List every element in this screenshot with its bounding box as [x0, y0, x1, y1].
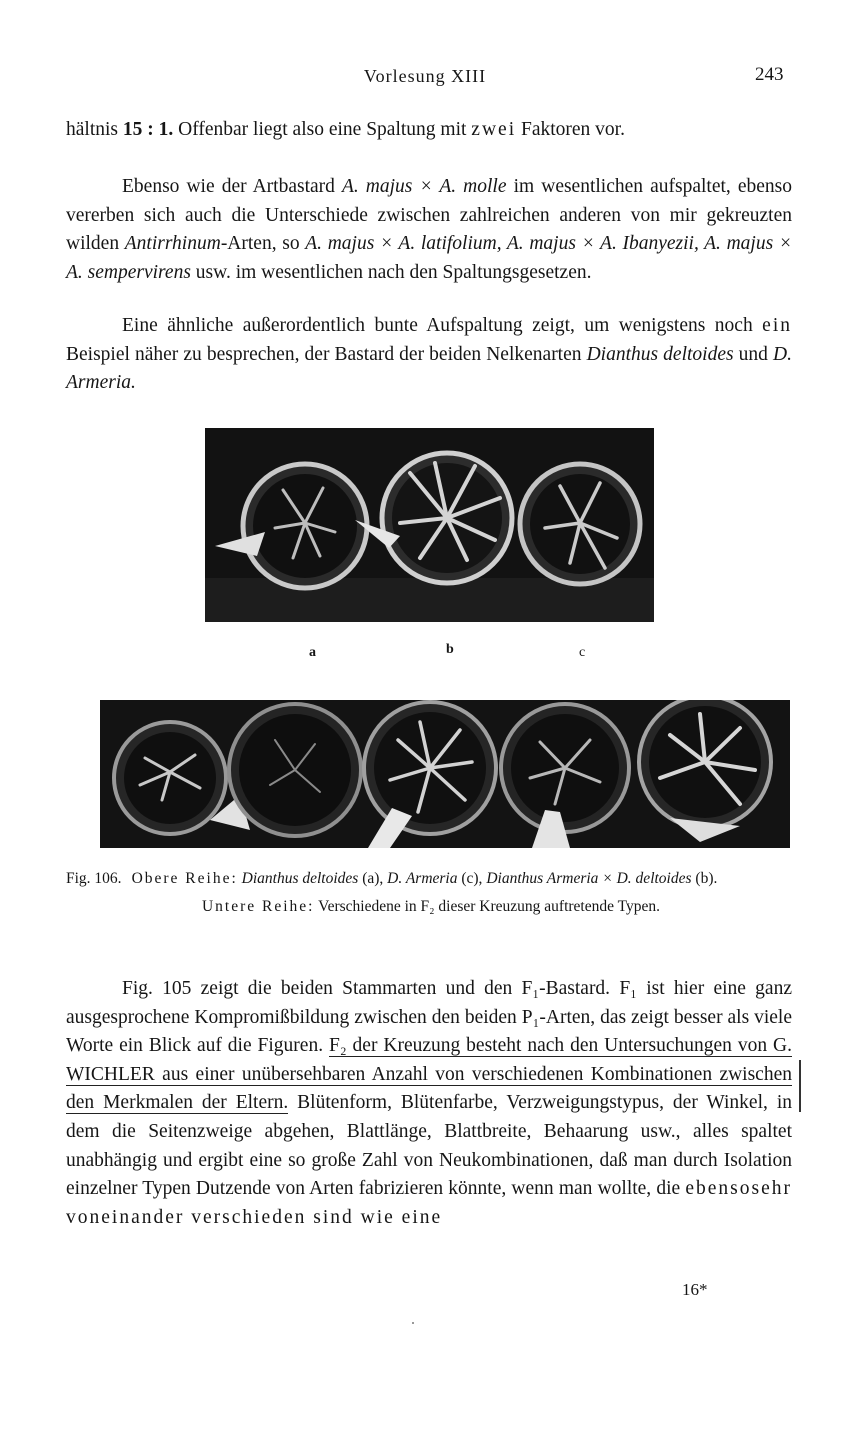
p3-text-a: Eine ähnliche außerordentlich bunte Aufspaltung zeigt, um wenigstens noch: [122, 315, 763, 336]
p2-text-d: usw. im wesentlichen nach den Spaltungsgesetzen.: [190, 261, 592, 283]
running-header: Vorlesung XIII: [363, 66, 487, 86]
stray-speck: [412, 1322, 414, 1324]
p2-text-a: Ebenso wie der Artbastard: [122, 176, 342, 197]
p4-underlined-passage: F₂ der Kreuzung besteht nach den Untersuchungen von G. WICHLER aus einer unübersehbaren Anzahl von verschiedenen Kombinationen zwischen den Merkmalen der Eltern.: [66, 1035, 792, 1114]
caption-top-label: Obere Reihe:: [131, 870, 238, 887]
figure-photo-top: [205, 428, 654, 622]
pot-c-image: [520, 464, 640, 584]
p2-text-c: -Arten, so: [220, 233, 306, 255]
p1-text-c: Faktoren vor.: [516, 119, 625, 140]
figure-caption: [66, 868, 796, 918]
p1-text-a: hältnis: [66, 119, 123, 140]
figure-label-a: a: [309, 645, 316, 660]
figure-label-c: c: [579, 645, 586, 660]
caption-species-1: Dianthus deltoides: [241, 870, 359, 887]
p2-cross-1: A. majus × A. molle: [341, 176, 507, 197]
pot-f2-2-image: [229, 704, 361, 836]
p3-species-2: D. Armeria.: [66, 343, 792, 394]
paragraph-3: [66, 312, 792, 398]
caption-species-2: D. Armeria: [387, 870, 458, 887]
p3-ein: ein: [762, 315, 792, 336]
paragraph-2: [66, 173, 792, 287]
caption-bottom-text: Verschiedene in F₂ dieser Kreuzung auftretende Typen.: [314, 898, 660, 915]
paragraph-1: [66, 116, 792, 145]
caption-figure-number: Fig. 106.: [66, 870, 122, 887]
figure-label-b: b: [446, 642, 454, 657]
caption-c: (c),: [457, 870, 487, 887]
p4-spaced-text: ebensosehr voneinander verschieden sind wie eine: [66, 1178, 792, 1228]
p1-zwei: zwei: [471, 119, 517, 140]
caption-line-2: [66, 896, 796, 918]
paragraph-4: [66, 975, 792, 1232]
p1-text-b: Offenbar liegt also eine Spaltung mit: [173, 119, 472, 140]
p1-ratio: 15 : 1.: [122, 119, 174, 140]
p4-text-b: Blütenform, Blütenfarbe, Verzweigungstypus, der Winkel, in dem die Seitenzweige abgehen, Blattlänge, Blattbreite, Behaarung usw., alles spaltet unabhängig und ergibt eine so große Zahl von Neukombinationen, daß man durch Isolation einzelner Typen Dutzende von Arten fabrizieren könnte, wenn man wollte, die: [66, 1092, 792, 1200]
figure-photo-bottom: [100, 700, 790, 848]
signature-mark: 16*: [682, 1280, 708, 1299]
caption-bottom-label: Untere Reihe:: [201, 898, 315, 915]
caption-a: (a),: [358, 870, 388, 887]
caption-species-3: Dianthus Armeria × D. deltoides: [486, 870, 692, 887]
page-number: 243: [755, 64, 784, 85]
p2-genus: Antirrhinum: [124, 233, 221, 255]
p4-text-a: Fig. 105 zeigt die beiden Stammarten und den F₁-Bastard. F₁ ist hier eine ganz ausgesprochene Kompromißbildung zwischen den beiden P₁-Arten, das zeigt besser als viele Worte ein Blick auf die Figuren.: [66, 978, 792, 1057]
p2-cross-2: A. majus × A. latifolium, A. majus × A. Ibanyezii, A. majus × A. sempervirens: [66, 233, 792, 283]
p3-species-1: Dianthus deltoides: [586, 343, 734, 365]
margin-pencil-mark: [799, 1060, 801, 1112]
p3-text-b: Beispiel näher zu besprechen, der Bastard der beiden Nelkenarten: [66, 343, 587, 365]
p2-text-b: im wesentlichen aufspaltet, ebenso vererben sich auch die Unterschiede zwischen zahlreichen anderen von mir gekreuzten wilden: [66, 176, 792, 255]
caption-line-1: [66, 868, 796, 890]
p3-text-c: und: [733, 343, 774, 365]
caption-b: (b).: [691, 870, 718, 887]
